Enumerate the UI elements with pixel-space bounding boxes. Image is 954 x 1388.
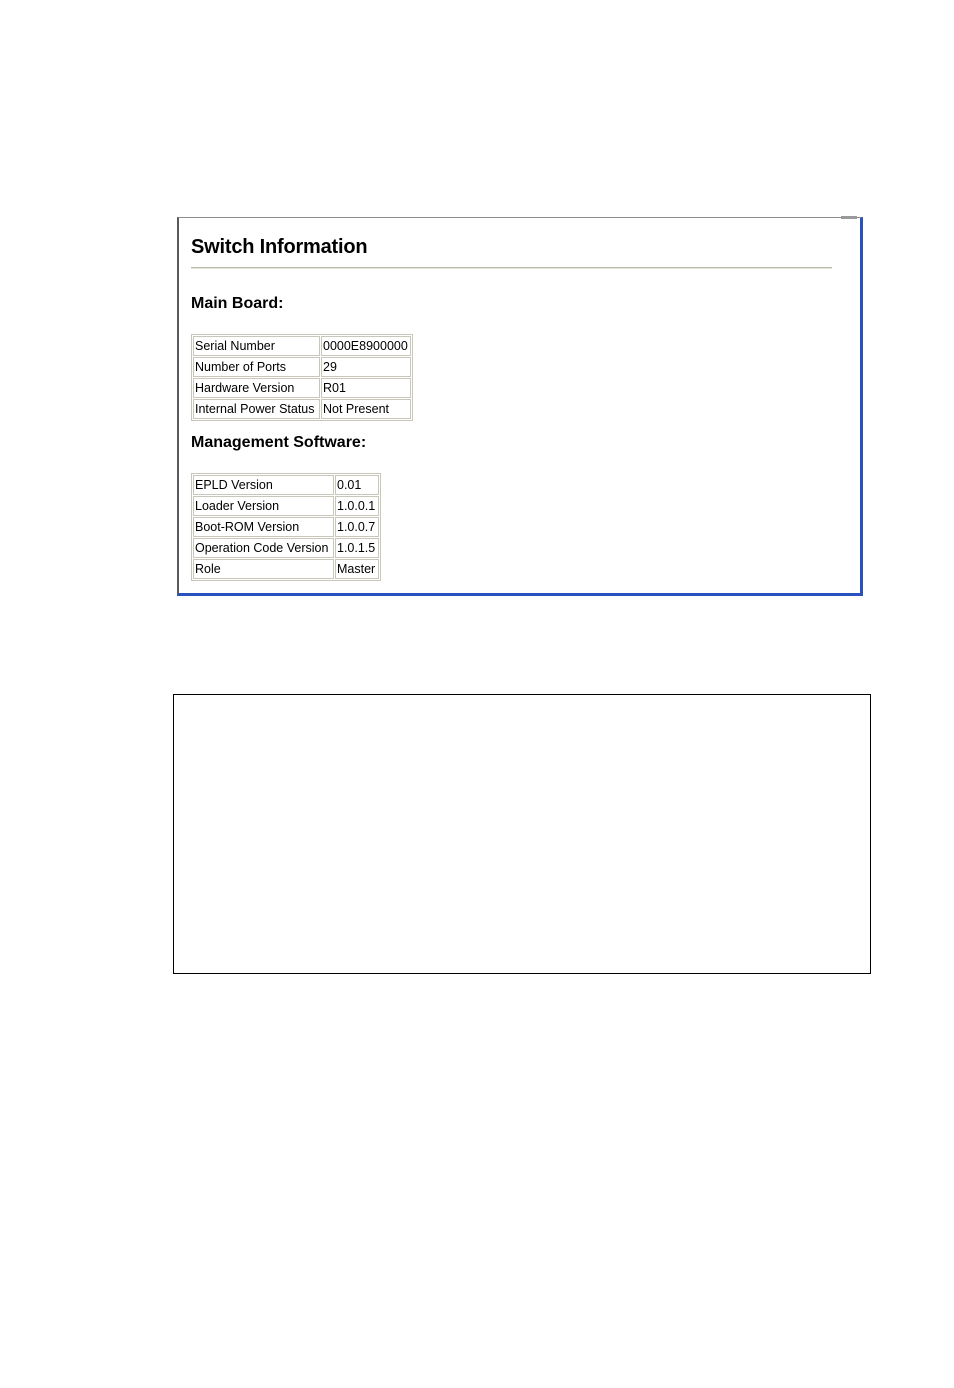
loader-version-value: 1.0.0.1 [335,496,379,516]
table-row [193,378,411,398]
hardware-version-value: R01 [321,378,411,398]
table-row [193,517,379,537]
scrollbar-tab[interactable] [841,216,857,219]
number-of-ports-value: 29 [321,357,411,377]
loader-version-label: Loader Version [193,496,334,516]
operation-code-version-value: 1.0.1.5 [335,538,379,558]
role-value: Master [335,559,379,579]
serial-number-value: 0000E8900000 [321,336,411,356]
epld-version-label: EPLD Version [193,475,334,495]
serial-number-label: Serial Number [193,336,320,356]
operation-code-version-label: Operation Code Version [193,538,334,558]
hardware-version-label: Hardware Version [193,378,320,398]
table-row [193,399,411,419]
table-row [193,496,379,516]
epld-version-value: 0.01 [335,475,379,495]
table-row [193,357,411,377]
main-board-table [191,334,413,421]
title-divider [191,267,832,269]
page-title: Switch Information [191,236,368,258]
boot-rom-version-label: Boot-ROM Version [193,517,334,537]
internal-power-status-label: Internal Power Status [193,399,320,419]
table-row [193,336,411,356]
management-software-table [191,473,381,581]
empty-frame [173,694,871,974]
main-board-heading: Main Board: [191,295,284,312]
boot-rom-version-value: 1.0.0.7 [335,517,379,537]
internal-power-status-value: Not Present [321,399,411,419]
management-software-heading: Management Software: [191,434,367,451]
role-label: Role [193,559,334,579]
switch-information-window [177,217,863,596]
table-row [193,538,379,558]
table-row [193,559,379,579]
number-of-ports-label: Number of Ports [193,357,320,377]
table-row [193,475,379,495]
